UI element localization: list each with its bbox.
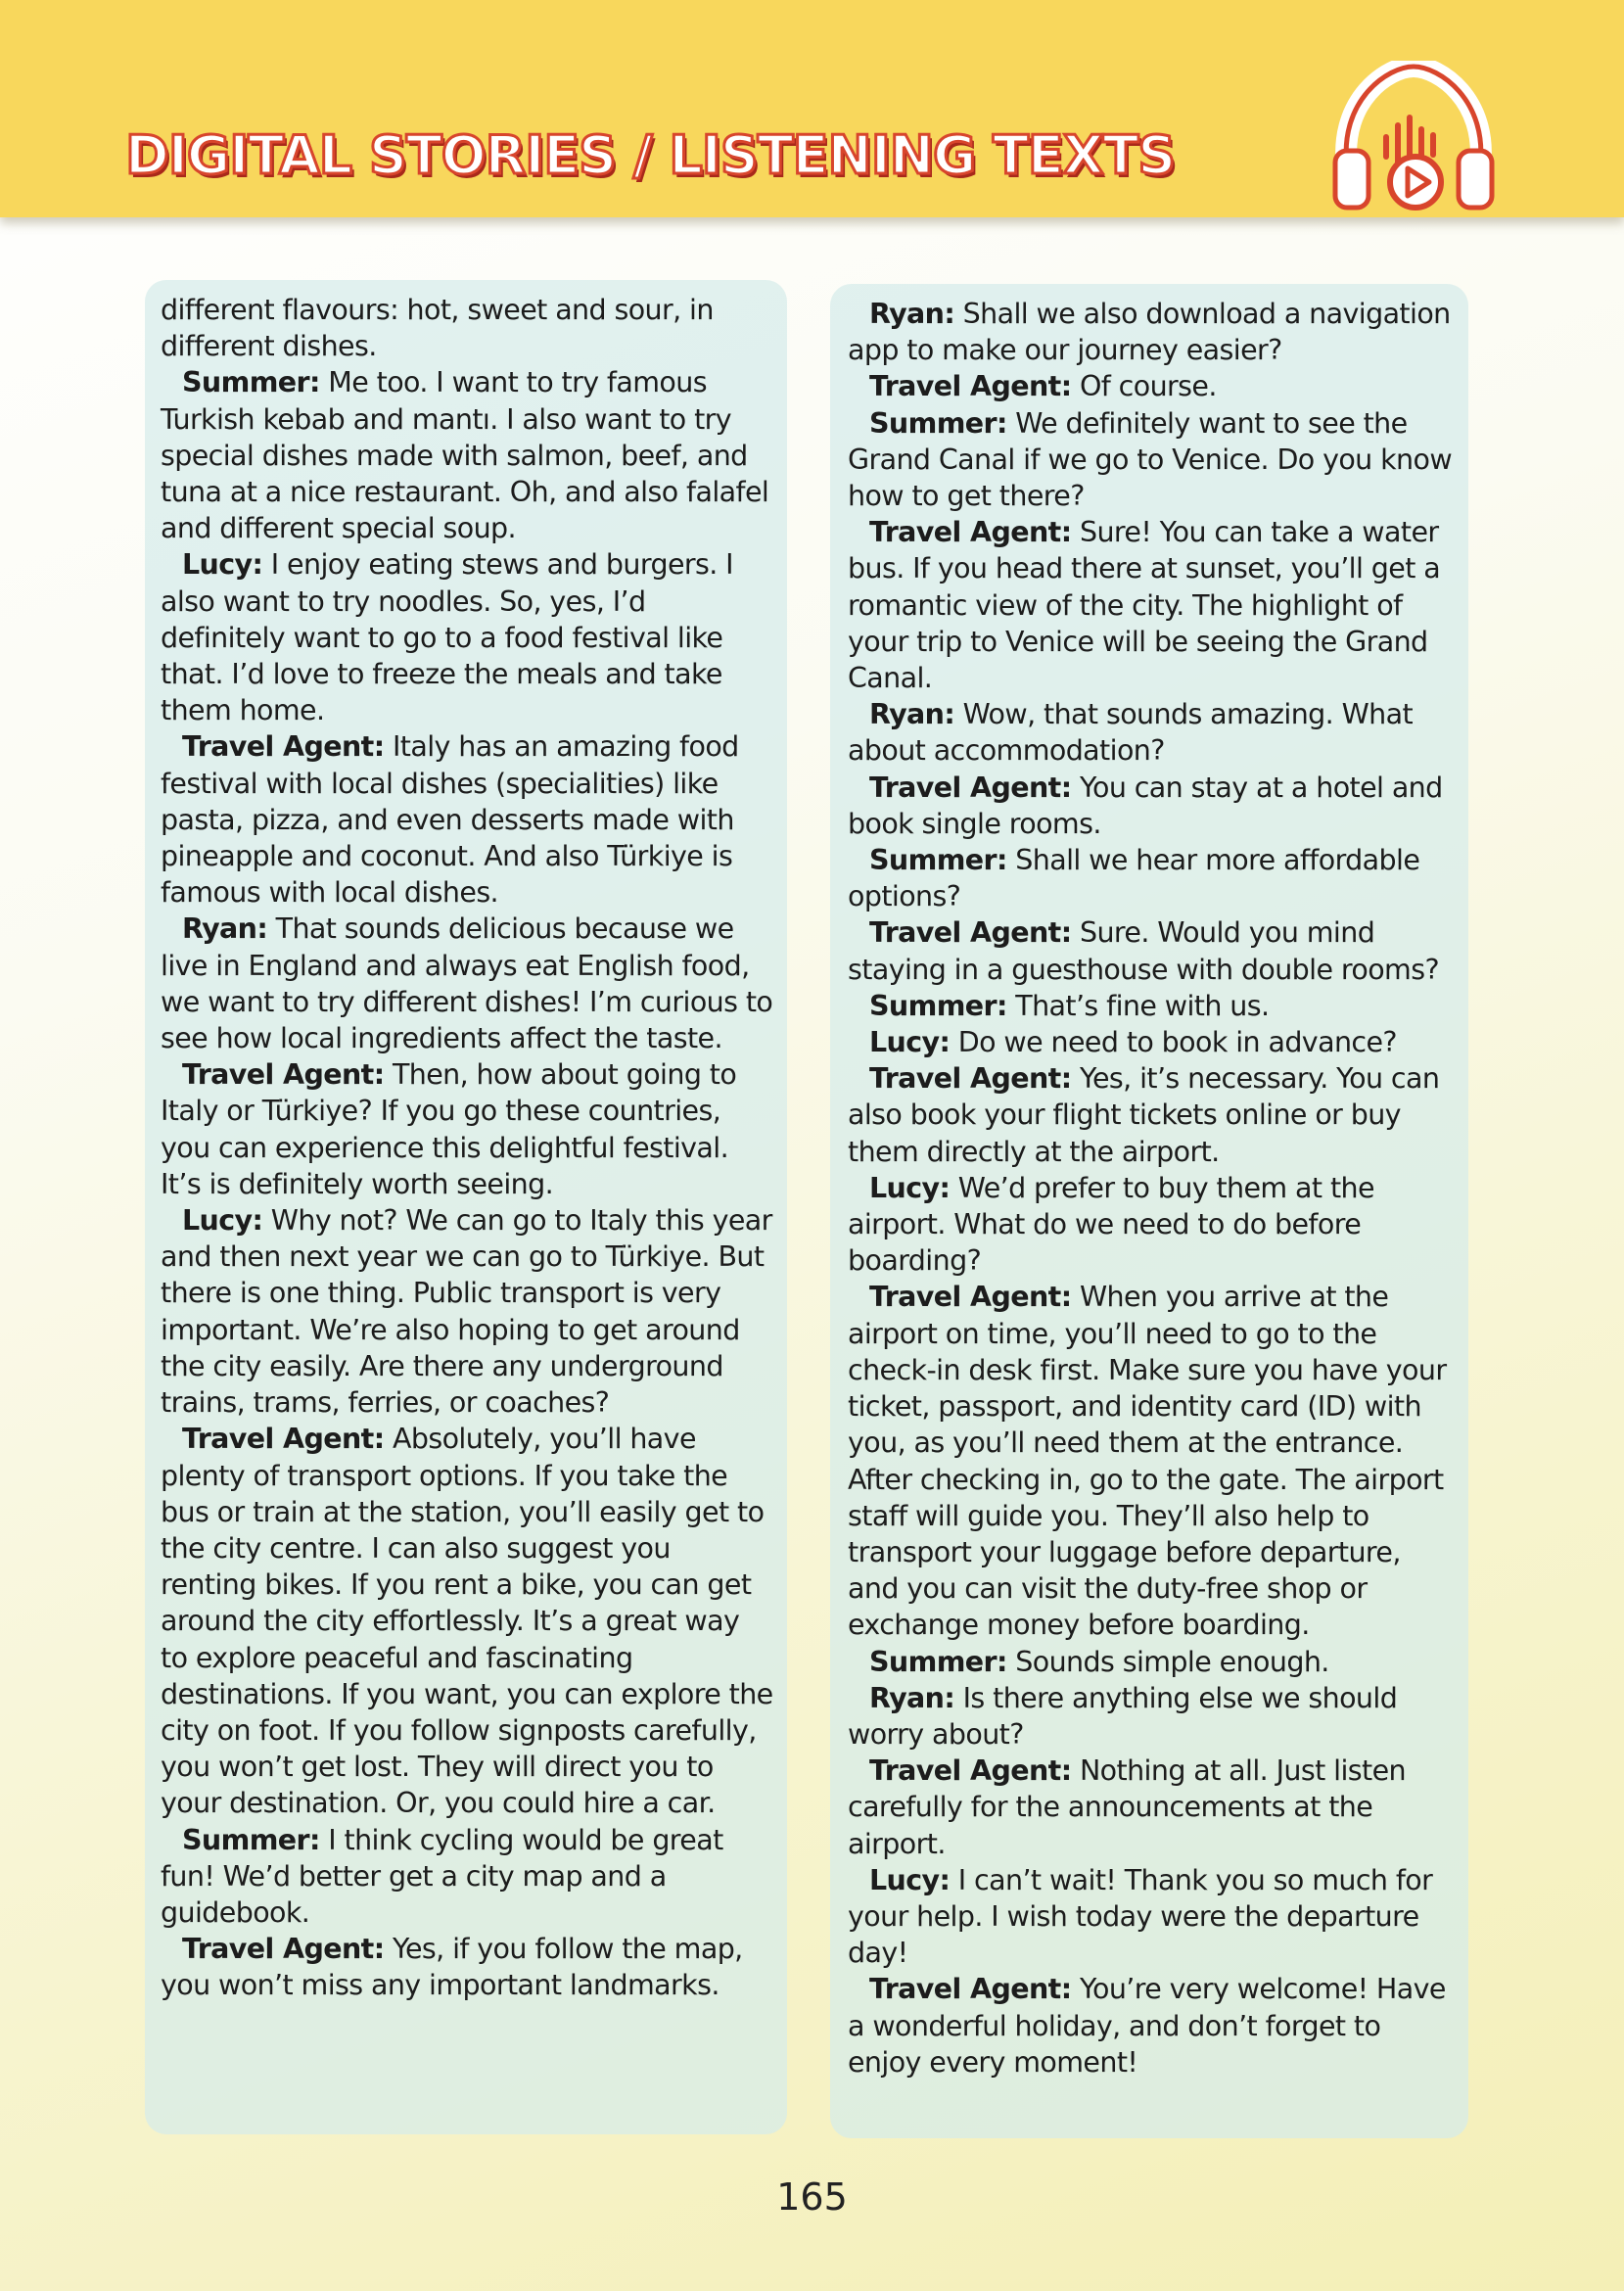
dialogue-text: Then, how about going to Italy or Türkiye? If you go these countries, you can experience this delightful festival. It’s is definitely worth seeing. <box>161 1058 737 1200</box>
speaker-name: Travel Agent: <box>869 1973 1072 2006</box>
dialogue-text: I can’t wait! Thank you so much for your help. I wish today were the departure day! <box>848 1863 1433 1970</box>
dialogue-text: I enjoy eating stews and burgers. I also want to try noodles. So, yes, I’d definitely want to go to a food festival like that. I’d love to freeze the meals and take them home. <box>161 548 733 727</box>
speaker-name: Summer: <box>182 1823 320 1856</box>
dialogue-text: Me too. I want to try famous Turkish kebab and mantı. I also want to try special dishes made with salmon, beef, and tuna at a nice restaurant. Oh, and also falafel and different special soup. <box>161 366 769 545</box>
speaker-name: Ryan: <box>869 1681 955 1714</box>
speaker-name: Summer: <box>869 844 1007 877</box>
speaker-name: Travel Agent: <box>869 1281 1072 1314</box>
speaker-name: Lucy: <box>182 548 263 582</box>
dialogue-text: You can stay at a hotel and book single rooms. <box>848 771 1443 840</box>
dialogue-text: Italy has an amazing food festival with local dishes (specialities) like pasta, pizza, and even desserts made with pineapple and coconut. And also Türkiye is famous with local dishes. <box>161 730 739 910</box>
dialogue-text: Do we need to book in advance? <box>950 1026 1397 1059</box>
dialogue-text: That’s fine with us. <box>1006 989 1270 1022</box>
left-text-column <box>145 280 787 2134</box>
speaker-name: Travel Agent: <box>182 1933 385 1966</box>
dialogue-line <box>848 1170 1459 1280</box>
page-title: DIGITAL STORIES / LISTENING TEXTS <box>125 124 1176 186</box>
dialogue-line <box>161 1931 773 2003</box>
dialogue-line <box>161 728 773 911</box>
dialogue-line <box>848 1060 1459 1170</box>
dialogue-line <box>848 296 1459 368</box>
speaker-name: Summer: <box>869 1645 1007 1678</box>
dialogue-line <box>161 1056 773 1202</box>
dialogue-line <box>848 1862 1459 1972</box>
dialogue-line <box>848 1971 1459 2081</box>
dialogue-line <box>848 1680 1459 1753</box>
dialogue-text: I think cycling would be great fun! We’d better get a city map and a guidebook. <box>161 1823 723 1929</box>
dialogue-text: Is there anything else we should worry about? <box>848 1681 1398 1751</box>
dialogue-line <box>848 914 1459 987</box>
dialogue-text: When you arrive at the airport on time, you’ll need to go to the check-in desk first. Make sure you have your ticket, passport, and identity card (ID) with you, as you’ll need them at the entrance. After checking in, go to the gate. The airport staff will guide you. They’ll also help to transport your luggage before departure, and you can visit the duty-free shop or exchange money before boarding. <box>848 1281 1447 1642</box>
dialogue-text: Absolutely, you’ll have plenty of transport options. If you take the bus or train at the station, you’ll easily get to the city centre. I can also suggest you renting bikes. If you rent a bike, you can get around the city effortlessly. It’s a great way to explore peaceful and fascinating destinations. If you want, you can explore the city on foot. If you follow signposts carefully, you won’t get lost. They will direct you to your destination. Or, you could hire a car. <box>161 1423 773 1820</box>
dialogue-line <box>161 1421 773 1821</box>
dialogue-text: Wow, that sounds amazing. What about accommodation? <box>848 698 1414 768</box>
dialogue-text: Yes, if you follow the map, you won’t miss any important landmarks. <box>161 1933 743 2002</box>
dialogue-line <box>848 842 1459 914</box>
speaker-name: Summer: <box>869 406 1007 440</box>
speaker-name: Travel Agent: <box>182 1423 385 1456</box>
speaker-name: Travel Agent: <box>869 771 1072 804</box>
dialogue-text: We’d prefer to buy them at the airport. What do we need to do before boarding? <box>848 1171 1374 1278</box>
page-number: 165 <box>776 2175 848 2219</box>
dialogue-text: Shall we hear more affordable options? <box>848 844 1420 913</box>
dialogue-line <box>848 1753 1459 1862</box>
dialogue-line <box>848 1644 1459 1680</box>
speaker-name: Travel Agent: <box>869 1754 1072 1788</box>
dialogue-text: Of course. <box>1071 370 1217 403</box>
dialogue-line <box>848 1279 1459 1643</box>
speaker-name: Ryan: <box>182 912 268 946</box>
dialogue-text: That sounds delicious because we live in England and always eat English food, we want to try different dishes! I’m curious to see how local ingredients affect the taste. <box>161 912 773 1055</box>
dialogue-text: Sure! You can take a water bus. If you head there at sunset, you’ll get a romantic view of the city. The highlight of your trip to Venice will be seeing the Grand Canal. <box>848 516 1441 695</box>
speaker-name: Travel Agent: <box>869 516 1072 549</box>
dialogue-line <box>161 1202 773 1421</box>
dialogue-text: We definitely want to see the Grand Canal if we go to Venice. Do you know how to get there? <box>848 406 1453 513</box>
speaker-name: Travel Agent: <box>182 1058 385 1092</box>
speaker-name: Lucy: <box>869 1026 951 1059</box>
dialogue-line <box>161 911 773 1056</box>
dialogue-text: different flavours: hot, sweet and sour, in different dishes. <box>161 294 714 363</box>
speaker-name: Travel Agent: <box>869 1062 1072 1096</box>
dialogue-text: Yes, it’s necessary. You can also book your flight tickets online or buy them directly at the airport. <box>848 1062 1440 1168</box>
speaker-name: Travel Agent: <box>869 370 1072 403</box>
speaker-name: Travel Agent: <box>869 916 1072 950</box>
dialogue-line <box>848 770 1459 842</box>
dialogue-line <box>848 696 1459 769</box>
speaker-name: Ryan: <box>869 298 955 330</box>
dialogue-line <box>161 292 773 364</box>
speaker-name: Lucy: <box>182 1204 263 1238</box>
dialogue-line <box>848 988 1459 1024</box>
dialogue-line <box>161 364 773 546</box>
dialogue-text: Shall we also download a navigation app to make our journey easier? <box>848 298 1451 367</box>
dialogue-line <box>848 514 1459 696</box>
speaker-name: Ryan: <box>869 698 955 731</box>
dialogue-text: You’re very welcome! Have a wonderful holiday, and don’t forget to enjoy every moment! <box>848 1973 1446 2079</box>
dialogue-text: Sure. Would you mind staying in a guesthouse with double rooms? <box>848 916 1439 986</box>
speaker-name: Summer: <box>182 366 320 399</box>
dialogue-text: Sounds simple enough. <box>1006 1645 1329 1678</box>
dialogue-line <box>848 1024 1459 1060</box>
dialogue-line <box>161 1822 773 1932</box>
dialogue-text: Why not? We can go to Italy this year and then next year we can go to Türkiye. But there is one thing. Public transport is very important. We’re also hoping to get around the city easily. Are there any underground trains, trams, ferries, or coaches? <box>161 1204 772 1420</box>
speaker-name: Lucy: <box>869 1171 951 1204</box>
dialogue-text: Nothing at all. Just listen carefully for the announcements at the airport. <box>848 1754 1407 1860</box>
speaker-name: Summer: <box>869 989 1007 1022</box>
page-header <box>0 0 1624 217</box>
dialogue-line <box>848 405 1459 515</box>
speaker-name: Lucy: <box>869 1863 951 1896</box>
speaker-name: Travel Agent: <box>182 730 385 764</box>
headphones-play-icon <box>1329 61 1496 217</box>
dialogue-line <box>161 546 773 728</box>
dialogue-line <box>848 368 1459 404</box>
right-text-column <box>830 284 1468 2138</box>
